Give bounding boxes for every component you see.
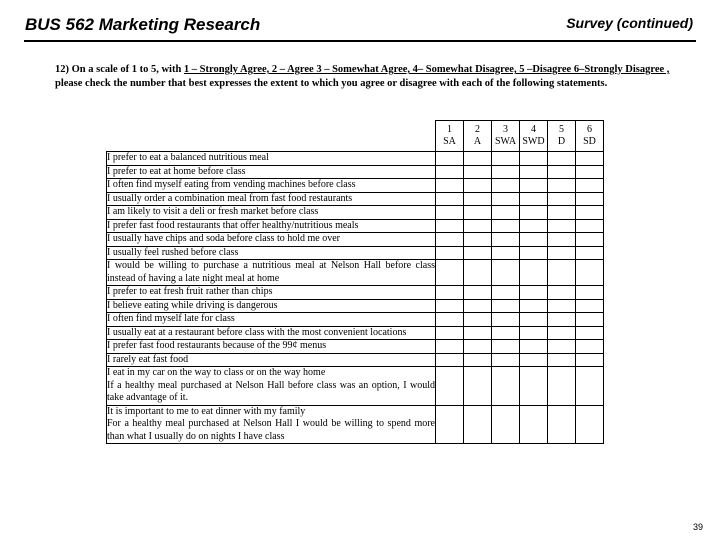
rating-box-1[interactable] xyxy=(436,353,464,367)
rating-box-2[interactable] xyxy=(464,206,492,220)
scale-abbr: SWA xyxy=(494,136,517,147)
rating-box-3[interactable] xyxy=(492,246,520,260)
rating-box-2[interactable] xyxy=(464,165,492,179)
rating-box-6[interactable] xyxy=(576,405,604,444)
scale-header-1 xyxy=(436,121,464,152)
rating-box-3[interactable] xyxy=(492,206,520,220)
statement-cell xyxy=(107,219,436,233)
rating-box-6[interactable] xyxy=(576,246,604,260)
rating-box-5[interactable] xyxy=(548,340,576,354)
statement-cell xyxy=(107,405,436,444)
statement-text: I would be willing to purchase a nutritious meal at Nelson Hall before class instead of having a late night meal at home xyxy=(107,260,435,284)
rating-box-3[interactable] xyxy=(492,340,520,354)
statement-row xyxy=(107,340,604,354)
rating-box-1[interactable] xyxy=(436,219,464,233)
rating-box-4[interactable] xyxy=(520,165,548,179)
statement-cell xyxy=(107,299,436,313)
rating-box-6[interactable] xyxy=(576,260,604,286)
rating-box-6[interactable] xyxy=(576,233,604,247)
statement-text: For a healthy meal purchased at Nelson Hall I would be willing to spend more than what I usually do on nights I have class xyxy=(107,418,435,442)
rating-box-2[interactable] xyxy=(464,179,492,193)
rating-box-6[interactable] xyxy=(576,165,604,179)
rating-box-5[interactable] xyxy=(548,260,576,286)
statement-row xyxy=(107,313,604,327)
rating-box-1[interactable] xyxy=(436,299,464,313)
scale-number: 5 xyxy=(559,124,564,135)
scale-number: 3 xyxy=(503,124,508,135)
statement-row xyxy=(107,286,604,300)
header-rule xyxy=(24,40,696,42)
rating-box-1[interactable] xyxy=(436,313,464,327)
rating-box-4[interactable] xyxy=(520,286,548,300)
rating-box-4[interactable] xyxy=(520,340,548,354)
statement-text: I believe eating while driving is dangerous xyxy=(107,299,278,311)
rating-box-2[interactable] xyxy=(464,192,492,206)
statement-text: I rarely eat fast food xyxy=(107,353,189,365)
scale-number: 4 xyxy=(531,124,536,135)
statement-text: If a healthy meal purchased at Nelson Hall before class was an option, I would take advantage of it. xyxy=(107,379,435,403)
rating-box-1[interactable] xyxy=(436,179,464,193)
statement-text: I usually order a combination meal from fast food restaurants xyxy=(107,192,353,204)
statement-row xyxy=(107,299,604,313)
rating-box-5[interactable] xyxy=(548,367,576,406)
statement-text: I prefer to eat fresh fruit rather than chips xyxy=(107,286,273,297)
rating-box-6[interactable] xyxy=(576,340,604,354)
rating-box-5[interactable] xyxy=(548,192,576,206)
rating-box-5[interactable] xyxy=(548,353,576,367)
rating-box-2[interactable] xyxy=(464,233,492,247)
rating-box-1[interactable] xyxy=(436,340,464,354)
rating-box-5[interactable] xyxy=(548,165,576,179)
rating-box-2[interactable] xyxy=(464,326,492,340)
rating-box-2[interactable] xyxy=(464,260,492,286)
rating-box-4[interactable] xyxy=(520,152,548,166)
question-tail: please check the number that best expresses the extent to which you agree or disagree with each of the following statements. xyxy=(55,78,608,89)
question-lead: 12) On a scale of 1 to 5, with xyxy=(55,64,184,75)
rating-box-4[interactable] xyxy=(520,206,548,220)
rating-box-6[interactable] xyxy=(576,326,604,340)
rating-box-4[interactable] xyxy=(520,299,548,313)
question-prompt xyxy=(55,63,695,91)
header-spacer xyxy=(107,121,436,152)
rating-box-2[interactable] xyxy=(464,367,492,406)
rating-box-1[interactable] xyxy=(436,326,464,340)
rating-box-3[interactable] xyxy=(492,353,520,367)
rating-box-4[interactable] xyxy=(520,219,548,233)
question-scale: 1 – Strongly Agree, 2 – Agree 3 – Somewhat Agree, 4– Somewhat Disagree, 5 –Disagree 6–Strongly Disagree , xyxy=(183,64,670,75)
statement-cell xyxy=(107,313,436,327)
rating-box-5[interactable] xyxy=(548,246,576,260)
statement-cell xyxy=(107,340,436,354)
rating-box-4[interactable] xyxy=(520,313,548,327)
statement-text: I prefer fast food restaurants that offer healthy/nutritious meals xyxy=(107,219,359,231)
rating-box-2[interactable] xyxy=(464,340,492,354)
statement-row xyxy=(107,152,604,166)
rating-box-3[interactable] xyxy=(492,233,520,247)
rating-box-2[interactable] xyxy=(464,405,492,444)
statement-row xyxy=(107,165,604,179)
statement-row xyxy=(107,233,604,247)
scale-header-6 xyxy=(576,121,604,152)
rating-box-3[interactable] xyxy=(492,313,520,327)
rating-box-2[interactable] xyxy=(464,219,492,233)
rating-box-6[interactable] xyxy=(576,206,604,220)
rating-box-2[interactable] xyxy=(464,152,492,166)
statement-text: I am likely to visit a deli or fresh market before class xyxy=(107,206,319,217)
rating-box-5[interactable] xyxy=(548,299,576,313)
statement-text: I often find myself late for class xyxy=(107,313,235,324)
scale-number: 1 xyxy=(447,124,452,135)
statement-text: I usually feel rushed before class xyxy=(107,246,239,258)
section-title: Survey (continued) xyxy=(566,15,693,31)
rating-box-3[interactable] xyxy=(492,286,520,300)
rating-box-1[interactable] xyxy=(436,246,464,260)
rating-box-6[interactable] xyxy=(576,219,604,233)
statement-cell xyxy=(107,206,436,220)
rating-box-6[interactable] xyxy=(576,192,604,206)
rating-box-4[interactable] xyxy=(520,179,548,193)
rating-box-6[interactable] xyxy=(576,152,604,166)
rating-box-4[interactable] xyxy=(520,192,548,206)
statement-text: I eat in my car on the way to class or on the way home xyxy=(107,367,326,378)
scale-abbr: A xyxy=(473,136,482,147)
scale-header-2 xyxy=(464,121,492,152)
statement-text: I prefer to eat a balanced nutritious meal xyxy=(107,152,269,163)
survey-table xyxy=(106,120,604,444)
rating-box-6[interactable] xyxy=(576,286,604,300)
statement-cell xyxy=(107,367,436,406)
rating-box-1[interactable] xyxy=(436,165,464,179)
rating-box-1[interactable] xyxy=(436,367,464,406)
scale-header-3 xyxy=(492,121,520,152)
rating-box-6[interactable] xyxy=(576,179,604,193)
statement-text: I prefer fast food restaurants because of the 99¢ menus xyxy=(107,340,327,351)
rating-box-1[interactable] xyxy=(436,405,464,444)
statement-text: I usually eat at a restaurant before class with the most convenient locations xyxy=(107,326,407,338)
rating-box-1[interactable] xyxy=(436,233,464,247)
rating-box-6[interactable] xyxy=(576,313,604,327)
statement-row xyxy=(107,405,604,444)
scale-abbr: SWD xyxy=(522,136,545,147)
rating-box-5[interactable] xyxy=(548,219,576,233)
rating-box-6[interactable] xyxy=(576,353,604,367)
scale-abbr: D xyxy=(557,136,566,147)
rating-box-3[interactable] xyxy=(492,179,520,193)
statement-cell xyxy=(107,233,436,247)
statement-row xyxy=(107,367,604,406)
rating-box-4[interactable] xyxy=(520,260,548,286)
scale-abbr: SA xyxy=(443,136,456,147)
statement-row xyxy=(107,219,604,233)
rating-box-5[interactable] xyxy=(548,152,576,166)
rating-box-3[interactable] xyxy=(492,260,520,286)
statement-text: It is important to me to eat dinner with my family xyxy=(107,405,306,417)
scale-number: 6 xyxy=(587,124,592,135)
statement-row xyxy=(107,192,604,206)
rating-box-4[interactable] xyxy=(520,353,548,367)
rating-box-5[interactable] xyxy=(548,405,576,444)
statement-cell xyxy=(107,165,436,179)
statement-row xyxy=(107,179,604,193)
rating-box-5[interactable] xyxy=(548,233,576,247)
rating-box-5[interactable] xyxy=(548,326,576,340)
statement-row xyxy=(107,260,604,286)
rating-box-3[interactable] xyxy=(492,367,520,406)
scale-header-5 xyxy=(548,121,576,152)
rating-box-2[interactable] xyxy=(464,313,492,327)
rating-box-3[interactable] xyxy=(492,152,520,166)
statement-row xyxy=(107,206,604,220)
rating-box-4[interactable] xyxy=(520,405,548,444)
rating-box-3[interactable] xyxy=(492,299,520,313)
statement-text: I often find myself eating from vending machines before class xyxy=(107,179,356,190)
rating-box-3[interactable] xyxy=(492,165,520,179)
rating-box-1[interactable] xyxy=(436,206,464,220)
rating-box-6[interactable] xyxy=(576,299,604,313)
statement-cell xyxy=(107,326,436,340)
rating-box-3[interactable] xyxy=(492,326,520,340)
rating-box-2[interactable] xyxy=(464,246,492,260)
statement-text: I usually have chips and soda before class to hold me over xyxy=(107,233,340,244)
statement-cell xyxy=(107,246,436,260)
rating-box-2[interactable] xyxy=(464,286,492,300)
rating-box-3[interactable] xyxy=(492,405,520,444)
rating-box-5[interactable] xyxy=(548,179,576,193)
scale-number: 2 xyxy=(475,124,480,135)
rating-box-4[interactable] xyxy=(520,246,548,260)
rating-box-1[interactable] xyxy=(436,192,464,206)
statement-cell xyxy=(107,353,436,367)
rating-box-4[interactable] xyxy=(520,326,548,340)
course-title: BUS 562 Marketing Research xyxy=(25,15,261,34)
rating-box-4[interactable] xyxy=(520,367,548,406)
rating-box-2[interactable] xyxy=(464,299,492,313)
scale-header-4 xyxy=(520,121,548,152)
rating-box-1[interactable] xyxy=(436,260,464,286)
scale-header-row xyxy=(107,121,604,152)
statement-cell xyxy=(107,286,436,300)
rating-box-1[interactable] xyxy=(436,152,464,166)
rating-box-3[interactable] xyxy=(492,219,520,233)
rating-box-1[interactable] xyxy=(436,286,464,300)
statement-row xyxy=(107,246,604,260)
rating-box-5[interactable] xyxy=(548,313,576,327)
statement-row xyxy=(107,326,604,340)
rating-box-2[interactable] xyxy=(464,353,492,367)
statement-cell xyxy=(107,192,436,206)
statement-row xyxy=(107,353,604,367)
scale-abbr: SD xyxy=(583,136,596,147)
statement-cell xyxy=(107,152,436,166)
rating-box-3[interactable] xyxy=(492,192,520,206)
statement-cell xyxy=(107,260,436,286)
rating-box-5[interactable] xyxy=(548,206,576,220)
page-number: 39 xyxy=(692,522,703,532)
statement-cell xyxy=(107,179,436,193)
rating-box-6[interactable] xyxy=(576,367,604,406)
statement-text: I prefer to eat at home before class xyxy=(107,165,246,177)
rating-box-5[interactable] xyxy=(548,286,576,300)
rating-box-4[interactable] xyxy=(520,233,548,247)
